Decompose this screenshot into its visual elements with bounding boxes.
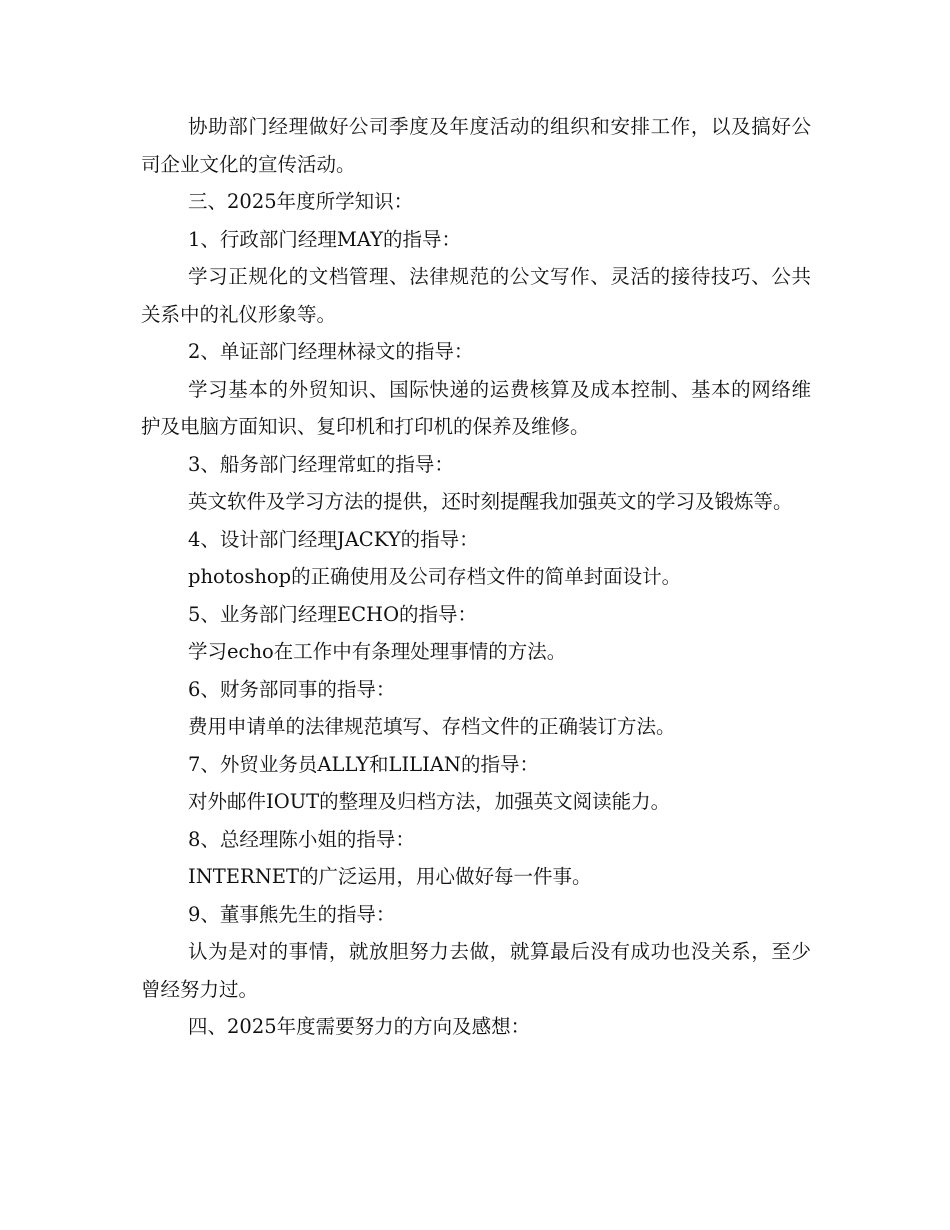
paragraph: 学习echo在工作中有条理处理事情的方法。 (188, 640, 567, 663)
list-item-heading: 8、总经理陈小姐的指导： (188, 827, 415, 851)
list-item-heading: 6、财务部同事的指导： (188, 677, 396, 701)
paragraph: photoshop的正确使用及公司存档文件的简单封面设计。 (188, 565, 682, 588)
paragraph: 对外邮件IOUT的整理及归档方法，加强英文阅读能力。 (188, 790, 671, 813)
list-item-heading: 7、外贸业务员ALLY和LILIAN的指导： (188, 752, 539, 776)
paragraph: 认为是对的事情，就放胆努力去做，就算最后没有成功也没关系，至少曾经努力过。 (141, 940, 811, 1001)
section-heading: 三、2025年度所学知识： (188, 190, 414, 213)
list-item-heading: 1、行政部门经理MAY的指导： (188, 227, 462, 251)
paragraph: 费用申请单的法律规范填写、存档文件的正确装订方法。 (188, 715, 676, 738)
paragraph: 学习正规化的文档管理、法律规范的公文写作、灵活的接待技巧、公共关系中的礼仪形象等。 (141, 265, 811, 326)
paragraph: 学习基本的外贸知识、国际快递的运费核算及成本控制、基本的网络维护及电脑方面知识、复印机和打印机的保养及维修。 (141, 377, 811, 438)
paragraph: 英文软件及学习方法的提供，还时刻提醒我加强英文的学习及锻炼等。 (188, 490, 793, 513)
list-item-heading: 9、董事熊先生的指导： (188, 902, 396, 926)
document-body (141, 108, 811, 1046)
paragraph: INTERNET的广泛运用，用心做好每一件事。 (188, 865, 592, 888)
list-item-heading: 2、单证部门经理林禄文的指导： (188, 340, 474, 363)
list-item-heading: 3、船务部门经理常虹的指导： (188, 452, 454, 476)
paragraph: 协助部门经理做好公司季度及年度活动的组织和安排工作，以及搞好公司企业文化的宣传活动。 (141, 115, 811, 176)
list-item-heading: 5、业务部门经理ECHO的指导： (188, 602, 478, 626)
list-item-heading: 4、设计部门经理JACKY的指导： (188, 527, 479, 551)
section-heading: 四、2025年度需要努力的方向及感想： (188, 1015, 531, 1038)
